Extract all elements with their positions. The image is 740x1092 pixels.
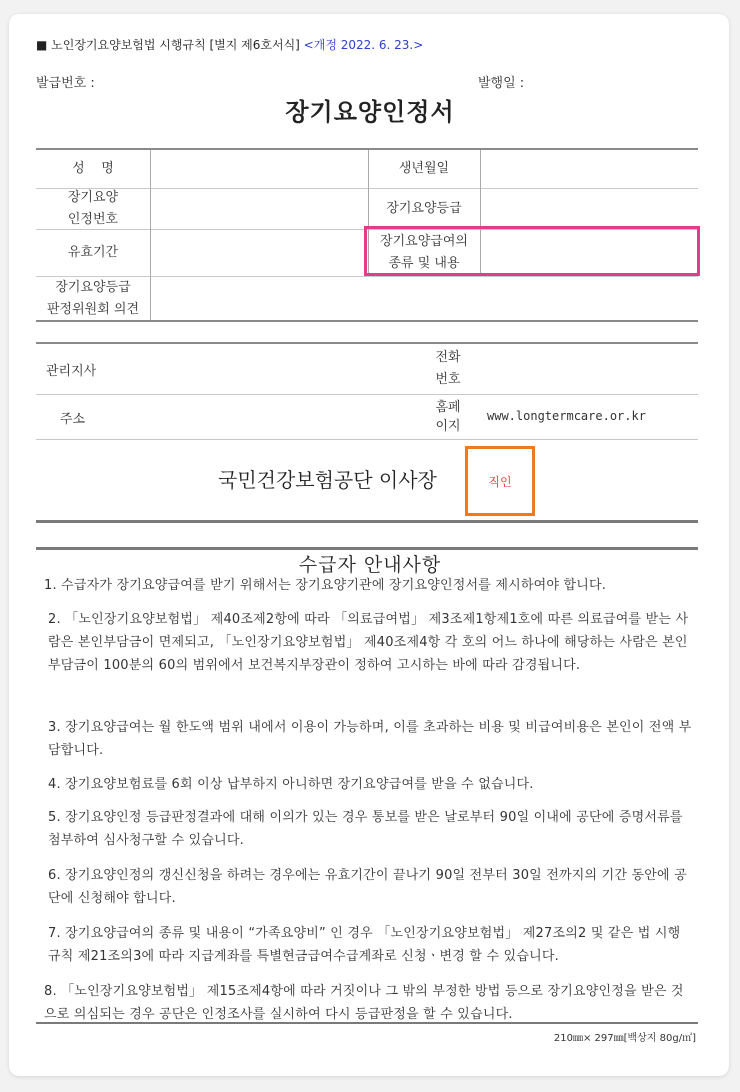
guide-note: 7. 장기요양급여의 종류 및 내용이 “가족요양비” 인 경우 「노인장기요양보험법」 제27조의2 및 같은 법 시행규칙 제21조의3에 따라 지급계좌를 특별현금급여수급계좌로 신청ㆍ변경 할 수 있습니다. [48, 926, 681, 964]
committee-label-line2: 판정위원회 의견 [46, 301, 140, 317]
issue-number-label: 발급번호 : [36, 76, 95, 91]
homepage-label-line1: 홈페 [435, 400, 461, 415]
seal-label: 직인 [488, 474, 512, 489]
revision-date: <개정 2022. 6. 23.> [303, 38, 424, 52]
cert-number-label-line2: 인정번호 [67, 212, 119, 227]
benefit-type-label-line2: 종류 및 내용 [388, 256, 460, 271]
guide-note: 2. 「노인장기요양보험법」 제40조제2항에 따라 「의료급여법」 제3조제1항제1호에 따른 의료급여를 받는 사람은 본인부담금이 면제되고, 「노인장기요양보험법」 제40조제4항 각 호의 어느 하나에 해당하는 사람은 본인부담금이 100분의 60의 범위에서 보건복지부장관이 정하여 고시하는 바에 따라 감경됩니다. [48, 612, 689, 673]
branch-label: 관리지사 [46, 364, 97, 379]
official-seal-box [465, 446, 535, 516]
committee-opinion-label [36, 277, 150, 320]
row-divider [36, 394, 698, 395]
form-reference-text: ■ 노인장기요양보험법 시행규칙 [별지 제6호서식] [36, 38, 300, 52]
section-divider [36, 520, 698, 523]
form-reference [36, 36, 423, 53]
paper-spec: 210㎜× 297㎜[백상지 80g/㎡] [553, 1033, 696, 1044]
cert-number-label [36, 189, 150, 229]
guide-note: 4. 장기요양보험료를 6회 이상 납부하지 아니하면 장기요양급여를 받을 수 없습니다. [48, 777, 534, 792]
validity-label: 유효기간 [67, 245, 119, 260]
column-divider [150, 150, 151, 320]
homepage-label [420, 396, 476, 438]
name-label: 성 명 [72, 161, 114, 176]
committee-label-line1: 장기요양등급 [55, 279, 131, 295]
homepage-label-line2: 이지 [435, 419, 461, 434]
homepage-url: www.longtermcare.or.kr [487, 409, 646, 423]
guide-note: 6. 장기요양인정의 갱신신청을 하려는 경우에는 유효기간이 끝나기 90일 전부터 30일 전까지의 기간 동안에 공단에 신청해야 합니다. [48, 868, 687, 906]
benefit-type-highlight [364, 226, 700, 276]
address-label: 주소 [60, 412, 86, 427]
benefit-type-label-line1: 장기요양급여의 [380, 234, 468, 249]
phone-label-line1: 전화 [435, 350, 461, 365]
guide-note: 1. 수급자가 장기요양급여를 받기 위해서는 장기요양기관에 장기요양인정서를 제시하여야 합니다. [44, 578, 607, 593]
phone-label [420, 346, 476, 392]
row-divider [36, 439, 698, 440]
phone-label-line2: 번호 [435, 372, 461, 387]
guide-title: 수급자 안내사항 [298, 554, 442, 576]
cert-number-label-line1: 장기요양 [67, 190, 119, 205]
guide-note: 8. 「노인장기요양보험법」 제15조제4항에 따라 거짓이나 그 밖의 부정한 방법 등으로 장기요양인정을 받은 것으로 의심되는 경우 공단은 인정조사를 실시하여 다시 등급판정을 할 수 있습니다. [44, 984, 684, 1022]
office-table-top-border [36, 342, 698, 344]
guide-bottom-border [36, 1022, 698, 1024]
birthdate-label: 생년월일 [398, 161, 450, 176]
document-title: 장기요양인정서 [285, 98, 455, 126]
issuer-name: 국민건강보험공단 이사장 [218, 468, 437, 492]
guide-note: 5. 장기요양인정 등급판정결과에 대해 이의가 있는 경우 통보를 받은 날로부터 90일 이내에 공단에 증명서류를 첨부하여 심사청구할 수 있습니다. [48, 810, 683, 848]
grade-label: 장기요양등급 [386, 201, 462, 216]
issue-date-label: 발행일 : [478, 76, 525, 91]
guide-note: 3. 장기요양급여는 월 한도액 범위 내에서 이용이 가능하며, 이를 초과하는 비용 및 비급여비용은 본인이 전액 부담합니다. [48, 720, 692, 758]
